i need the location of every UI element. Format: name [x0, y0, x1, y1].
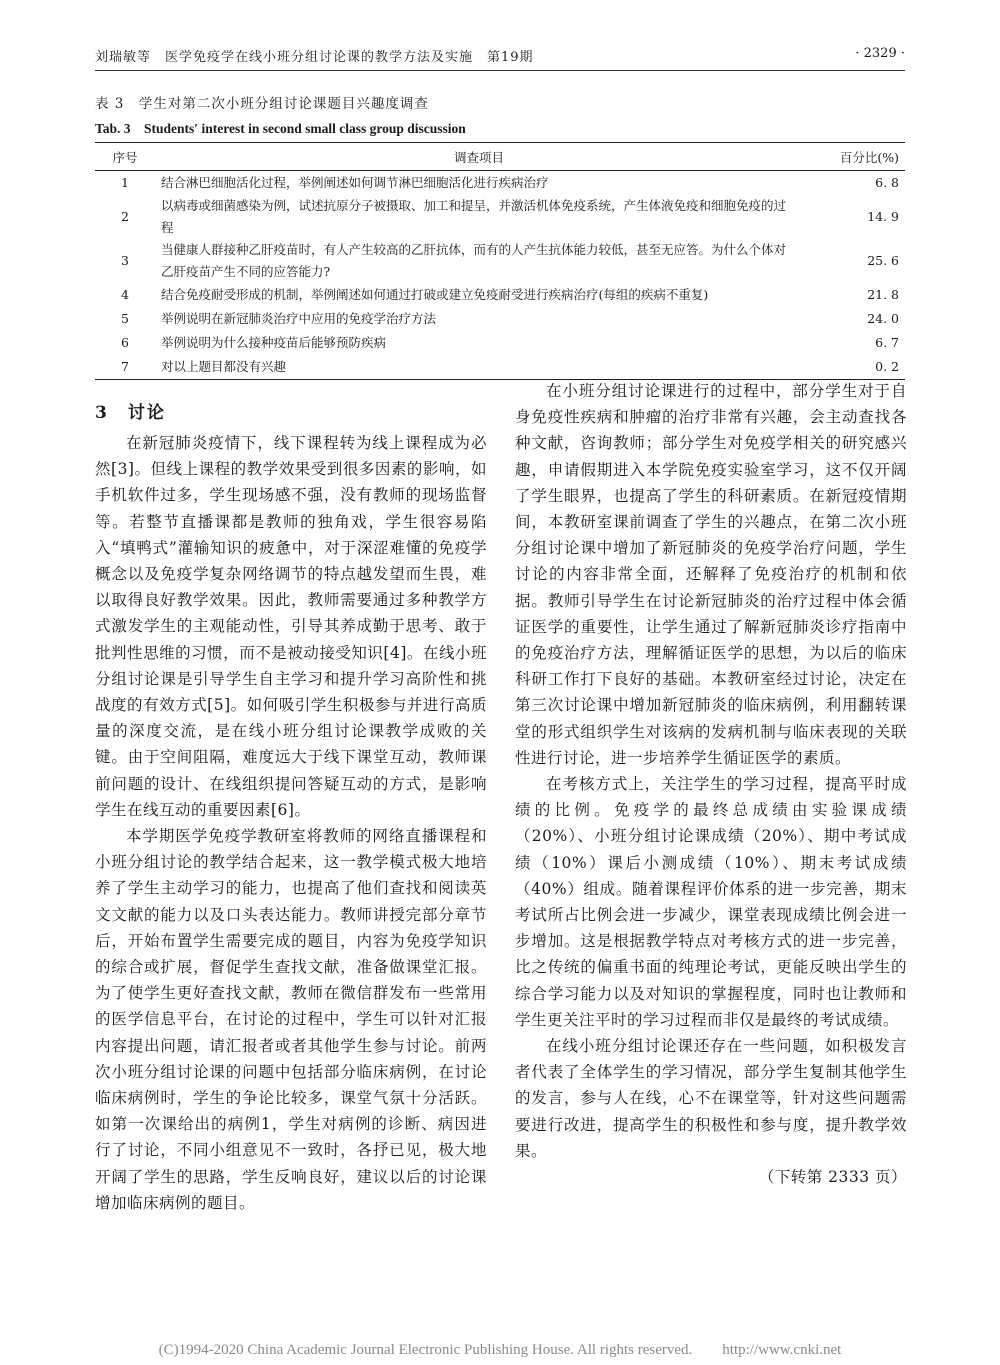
row-item: 当健康人群接种乙肝疫苗时，有人产生较高的乙肝抗体，而有的人产生抗体能力较低，甚至无应答。为什么个体对乙肝疫苗产生不同的应答能力?	[161, 242, 787, 279]
copyright-footer: (C)1994-2020 China Academic Journal Electronic Publishing House. All rights reserved. http://www.cnki.net	[158, 1342, 842, 1358]
table-row	[95, 331, 905, 355]
table-row	[95, 355, 905, 380]
survey-table	[95, 142, 905, 380]
col-header-pct: 百分比(%)	[803, 143, 905, 171]
row-no: 4	[121, 287, 129, 302]
running-header	[95, 42, 905, 71]
table-row	[95, 307, 905, 331]
section-heading: 3 讨论	[95, 403, 166, 423]
table-header-row	[95, 143, 905, 171]
row-pct: 14. 9	[867, 209, 899, 224]
body-paragraph: 在新冠肺炎疫情下，线下课程转为线上课程成为必然[3]。但线上课程的教学效果受到很多因素的影响，如手机软件过多，学生现场感不强，没有教师的现场监督等。若整节直播课都是教师的独角戏，学生很容易陷入“填鸭式”灌输知识的疲惫中，对于深涩难懂的免疫学概念以及免疫学复杂网络调节的特点越发望而生畏，难以取得良好教学效果。因此，教师需要通过多种教学方式激发学生的主观能动性，引导其养成勤于思考、敢于批判性思维的习惯，而不是被动接受知识[4]。在线小班分组讨论课是引导学生自主学习和提升学习高阶性和挑战度的有效方式[5]。如何吸引学生积极参与并进行高质量的深度交流，是在线小班分组讨论课教学成败的关键。由于空间阻隔，难度远大于线下课堂互动，教师课前问题的设计、在线组织提问答疑互动的方式，是影响学生在线互动的重要因素[6]。	[95, 434, 487, 819]
table-row	[95, 283, 905, 307]
row-pct: 24. 0	[867, 311, 899, 326]
row-pct: 6. 8	[875, 175, 899, 190]
left-column	[95, 430, 487, 1216]
row-no: 2	[121, 209, 129, 224]
row-no: 3	[121, 253, 129, 268]
row-pct: 25. 6	[867, 253, 899, 268]
row-item: 举例说明在新冠肺炎治疗中应用的免疫学治疗方法	[161, 311, 437, 326]
col-header-item: 调查项目	[155, 143, 803, 171]
col-header-no: 序号	[95, 143, 155, 171]
body-paragraph: 在线小班分组讨论课还存在一些问题，如积极发言者代表了全体学生的学习情况，部分学生复制其他学生的发言，参与人在线，心不在课堂等，针对这些问题需要进行改进，提高学生的积极性和参与度，提升教学效果。	[515, 1037, 907, 1160]
table-caption-en: Tab. 3 Students′ interest in second small class group discussion	[95, 121, 466, 136]
row-no: 5	[121, 311, 129, 326]
row-item: 以病毒或细菌感染为例，试述抗原分子被摄取、加工和提呈，并激活机体免疫系统，产生体液免疫和细胞免疫的过程	[161, 198, 787, 235]
table-row	[95, 171, 905, 196]
row-pct: 21. 8	[867, 287, 899, 302]
table-row	[95, 195, 905, 239]
row-pct: 6. 7	[875, 335, 899, 350]
row-no: 6	[121, 335, 129, 350]
table-row	[95, 239, 905, 283]
row-no: 1	[121, 175, 129, 190]
body-paragraph: 在考核方式上，关注学生的学习过程，提高平时成绩的比例。免疫学的最终总成绩由实验课成绩（20%）、小班分组讨论课成绩（20%）、期中考试成绩（10%）课后小测成绩（10%）、期末考试成绩（40%）组成。随着课程评价体系的进一步完善，期末考试所占比例会进一步减少，课堂表现成绩比例会进一步增加。这是根据教学特点对考核方式的进一步完善，比之传统的偏重书面的纯理论考试，更能反映出学生的综合学习能力以及对知识的掌握程度，同时也让教师和学生更关注平时的学习过程而非仅是最终的考试成绩。	[515, 775, 907, 1029]
header-title: 刘瑞敏等 医学免疫学在线小班分组讨论课的教学方法及实施 第19期	[95, 50, 534, 65]
row-pct: 0. 2	[803, 355, 905, 380]
right-column	[515, 378, 907, 1190]
row-item: 结合免疫耐受形成的机制，举例阐述如何通过打破或建立免疫耐受进行疾病治疗(每组的疾病不重复)	[161, 287, 709, 302]
row-item: 结合淋巴细胞活化过程，举例阐述如何调节淋巴细胞活化进行疾病治疗	[161, 175, 549, 190]
row-no: 7	[95, 355, 155, 380]
row-item: 举例说明为什么接种疫苗后能够预防疾病	[161, 335, 387, 350]
body-paragraph: 本学期医学免疫学教研室将教师的网络直播课程和小班分组讨论的教学结合起来，这一教学模式极大地培养了学生主动学习的能力，也提高了他们查找和阅读英文文献的能力以及口头表达能力。教师讲授完部分章节后，开始布置学生需要完成的题目，内容为免疫学知识的综合或扩展，督促学生查找文献，准备做课堂汇报。为了使学生更好查找文献，教师在微信群发布一些常用的医学信息平台，在讨论的过程中，学生可以针对汇报内容提出问题，请汇报者或者其他学生参与讨论。前两次小班分组讨论课的问题中包括部分临床病例，在讨论临床病例时，学生的争论比较多，课堂气氛十分活跃。如第一次课给出的病例1，学生对病例的诊断、病因进行了讨论，不同小组意见不一致时，各抒已见，极大地开阔了学生的思路，学生反响良好，建议以后的讨论课增加临床病例的题目。	[95, 827, 487, 1212]
body-paragraph: 在小班分组讨论课进行的过程中，部分学生对于自身免疫性疾病和肿瘤的治疗非常有兴趣，会主动查找各种文献，咨询教师；部分学生对免疫学相关的研究感兴趣，申请假期进入本学院免疫实验室学习，这不仅开阔了学生眼界，也提高了学生的科研素质。在新冠疫情期间，本教研室课前调查了学生的兴趣点，在第二次小班分组讨论课中增加了新冠肺炎的免疫学治疗问题，学生讨论的内容非常全面，还解释了免疫治疗的机制和依据。教师引导学生在讨论新冠肺炎的治疗过程中体会循证医学的重要性，让学生通过了解新冠肺炎诊疗指南中的免疫治疗方法，理解循证医学的思想，为以后的临床科研工作打下良好的基础。本教研室经过讨论，决定在第三次讨论课中增加新冠肺炎的临床病例，利用翻转课堂的形式组织学生对该病的发病机制与临床表现的关联性进行讨论，进一步培养学生循证医学的素质。	[515, 382, 907, 767]
page-number: · 2329 ·	[855, 46, 905, 61]
continued-note: （下转第 2333 页）	[758, 1168, 907, 1187]
row-item: 对以上题目都没有兴趣	[155, 355, 803, 380]
table-caption-zh: 表 3 学生对第二次小班分组讨论课题目兴趣度调查	[95, 96, 429, 112]
